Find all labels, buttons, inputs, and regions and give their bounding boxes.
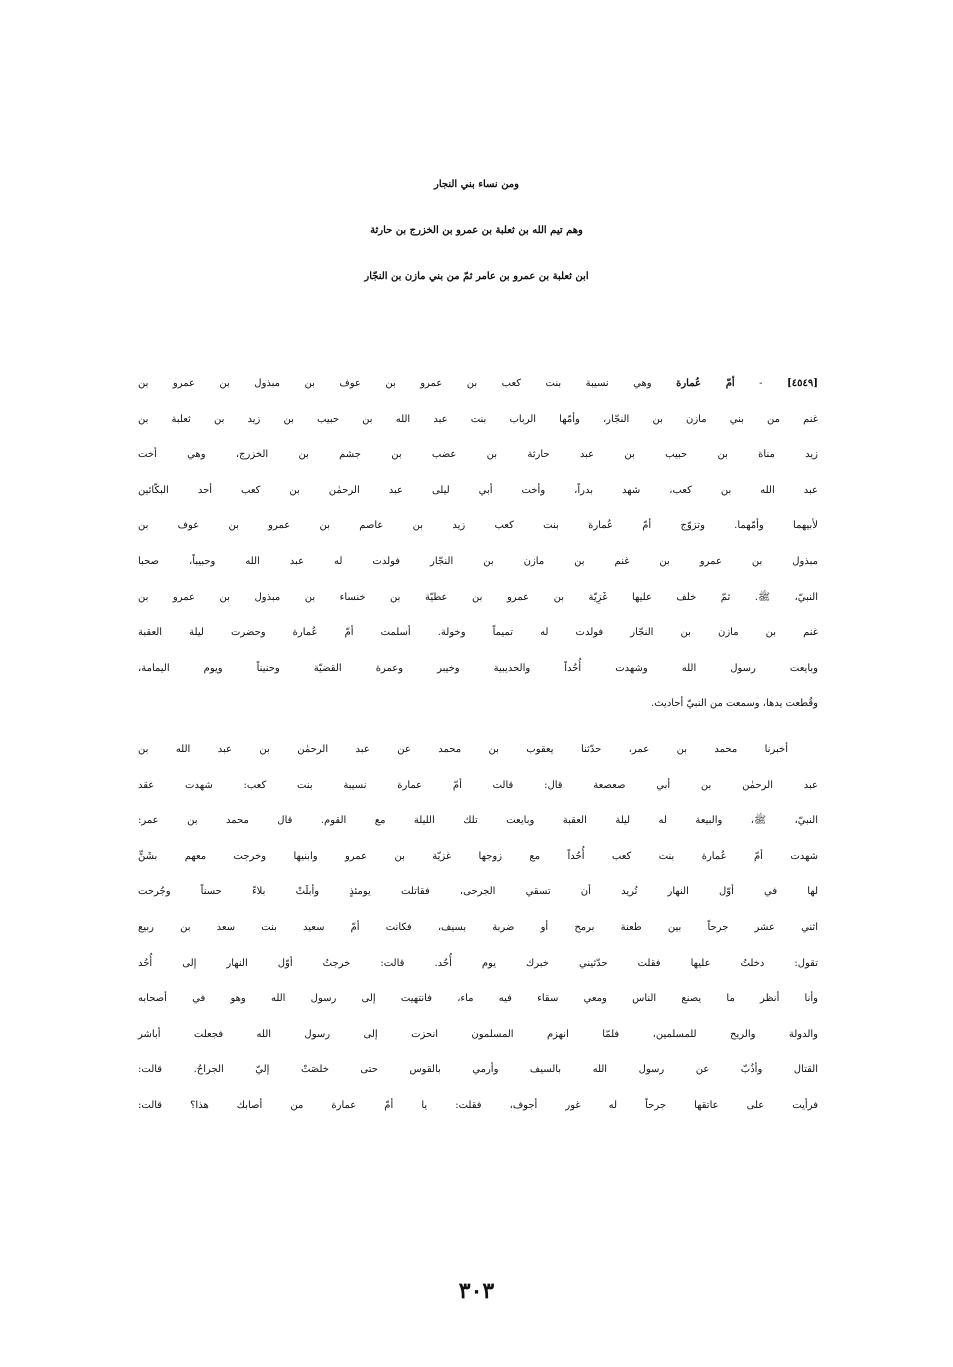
text-line: غنم بن مازن بن النجّار فولدت له تميماً وخولة. أسلمت أمّ عُمارة وحضرت ليلة العقبة	[138, 627, 818, 639]
text-line: لأبيهما وأمّهما. وتزوّج أمّ عُمارة بنت كعب زيد بن عاصم بن عمرو بن عوف بن	[138, 520, 818, 532]
text-line: وهي نسيبة بنت كعب بن عمرو بن عوف بن مبذول بن عمرو بن	[138, 378, 652, 389]
section-heading	[130, 162, 823, 300]
text-line: تقول: دخلتُ عليها فقلت حدّثيني خبرك يوم أُحُد. قالت: خرجتُ أوّل النهار إلى أُحُد	[138, 957, 818, 969]
entry-number: [٤٥٤٩]	[787, 378, 818, 389]
entry-name: أمّ عُمارة	[676, 378, 735, 389]
text-line: اثني عشر جرحاً بين طعنة برمح أو ضربة بسيف، فكانت أمّ سعيد بنت سعد بن ربيع	[138, 921, 818, 933]
text-line: عبد الرحمٰن بن أبي صعصعة قال: قالت أمّ عمارة نسيبة بنت كعب: شهدت عقد	[138, 779, 818, 791]
text-line: القتال وأذُبّ عن رسول الله بالسيف وأرمي بالقوس حتى خلصَتْ إليّ الجراحُ. قالت:	[138, 1064, 818, 1076]
text-line: شهدت أمّ عُمارة بنت كعب أُحُداً مع زوجها غزيّة بن عمرو وابنيها وخرجت معهم بشَنٍّ	[138, 850, 818, 862]
body-text	[138, 366, 818, 1123]
text-line: زيد مناة بن حبيب بن عبد حارثة بن عضب بن جشم بن الخزرج، وهي أخت	[138, 449, 818, 461]
paragraph-2	[138, 732, 818, 1124]
text-line: أخبرنا محمد بن عمر، حدّثنا يعقوب بن محمد عن عبد الرحمٰن بن عبد الله بن	[138, 743, 788, 755]
text-line: والدولة والريح للمسلمين، فلمّا انهزم المسلمون انحزت إلى رسول الله فجعلت أباشر	[138, 1028, 818, 1040]
text-line: فرأيت على عاتقها جرحاً له غور أجوف، فقلت: يا أمّ عمارة من أصابك هذا؟ قالت:	[138, 1099, 818, 1111]
paragraph-1-line-1: [٤٥٤٩] - أمّ عُمارة وهي نسيبة بنت كعب بن عمرو بن عوف بن مبذول بن عمرو بن	[138, 378, 818, 389]
text-line: النبيّ، ﷺ، والبيعة له ليلة العقبة وبايعت تلك الليلة مع القوم. قال محمد بن عمر:	[138, 815, 818, 827]
page-number: ٣٠٣	[458, 1278, 495, 1304]
text-line: غنم من بني مازن بن النجّار، وأمّها الرباب بنت عبد الله بن حبيب بن زيد بن ثعلبة بن	[138, 413, 818, 425]
text-line: لها في أوّل النهار تُريد أن تسقي الجرحى، فقاتلت يومئذٍ وأبلَتْ بلاءً حسناً وجُرحت	[138, 886, 818, 898]
text-line: عبد الله بن كعب، شهد بدراً، وأخت أبي ليلى عبد الرحمٰن بن كعب أحد البكّائين	[138, 484, 818, 496]
paragraph-1	[138, 366, 818, 722]
heading-line-2: وهم تيم الله بن ثعلبة بن عمرو بن الخزرج بن حارثة	[370, 225, 583, 236]
heading-line-1: ومن نساء بني النجار	[433, 179, 519, 190]
text-line: وأنا أنظر ما يصنع الناس ومعي سقاء فيه ماء، فانتهيت إلى رسول الله وهو في أصحابه	[138, 993, 818, 1005]
text-line: مبذول بن عمرو بن غنم بن مازن بن النجّار فولدت له عبد الله وحبيباً، صحبا	[138, 555, 818, 567]
text-line: النبيّ، ﷺ. ثمّ خلف عليها غَزِيّة بن عمرو بن عطيّة بن خنساء بن مبذول بن عمرو بن	[138, 591, 818, 603]
text-line: وبايعت رسول الله وشهدت أُحُداً والحديبية وخيبر وعمرة القضيّة وحنيناً ويوم اليمامة،	[138, 662, 818, 674]
text-line: وقُطعت يدها، وسمعت من النبيّ أحاديث.	[651, 698, 818, 710]
heading-line-3: ابن ثعلبة بن عمرو بن عامر ثمّ من بني مازن بن النجّار	[364, 271, 589, 282]
